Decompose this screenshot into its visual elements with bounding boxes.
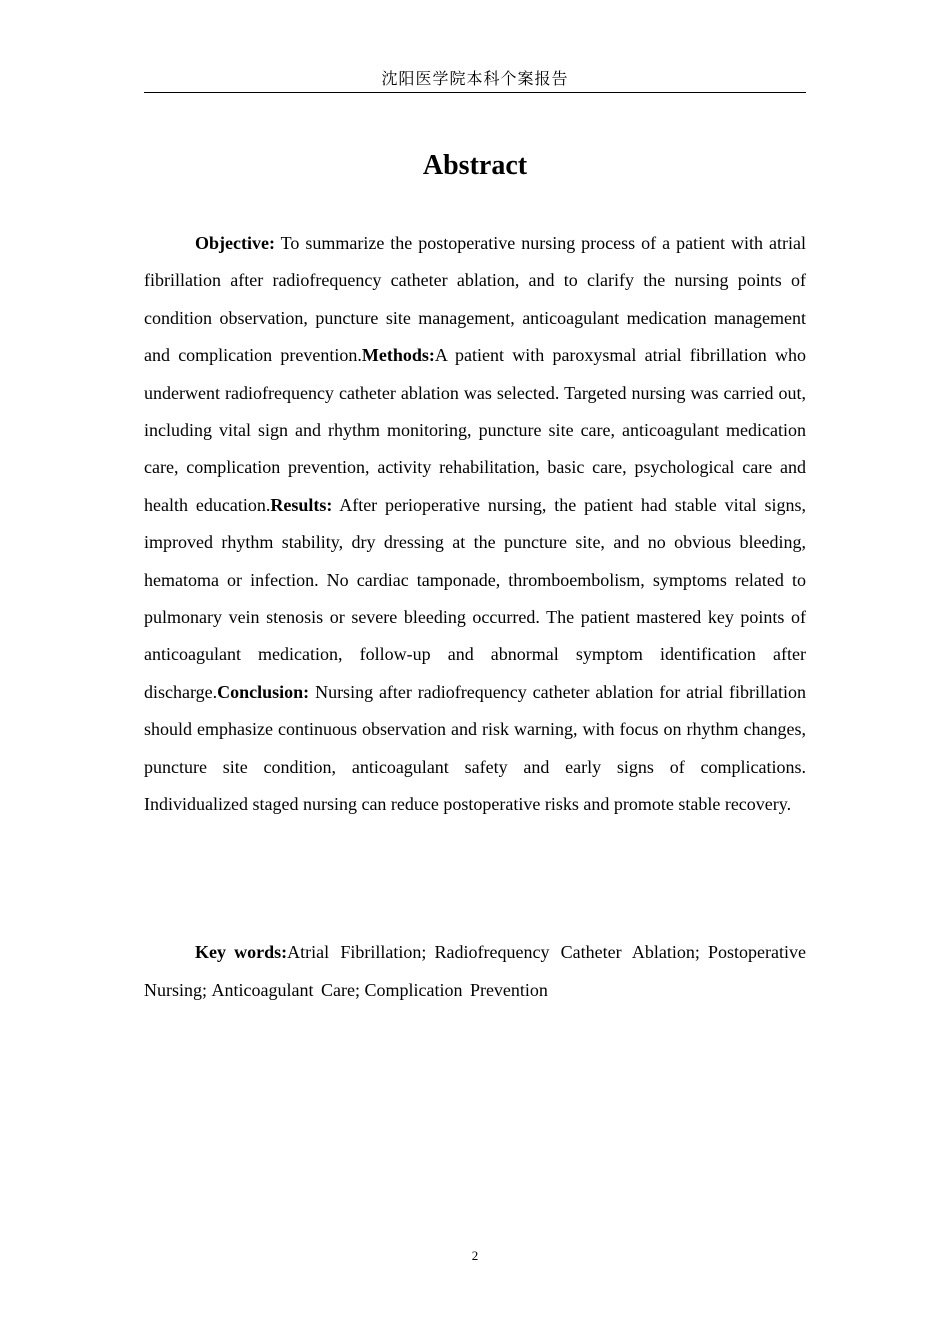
page-number: 2	[471, 1248, 479, 1263]
objective-label: Objective:	[195, 233, 275, 253]
results-label: Results:	[270, 494, 333, 515]
objective-text: To summarize the postoperative nursing process of a patient with atrial fibrillation after radiofrequency catheter ablation, and to clarify the nursing points of condition observation, puncture site management, anticoagulant medication management and complication prevention.	[144, 233, 806, 366]
keyword-item: Atrial Fibrillation;	[287, 942, 427, 962]
keyword-item: Postoperative Nursing;	[144, 942, 806, 1000]
abstract-heading: Abstract	[422, 150, 528, 181]
results-text: After perioperative nursing, the patient had stable vital signs, improved rhythm stability, dry dressing at the puncture site, and no obvious bleeding, hematoma or infection. No cardiac tamponade, thromboembolism, symptoms related to pulmonary vein stenosis or severe bleeding occurred. The patient mastered key points of anticoagulant medication, follow-up and abnormal symptom identification after discharge.	[144, 494, 807, 702]
keywords	[144, 933, 806, 1009]
conclusion-label: Conclusion:	[217, 681, 310, 702]
abstract-body	[144, 225, 806, 824]
keyword-item: Anticoagulant Care;	[211, 980, 360, 1000]
page-header	[144, 66, 806, 93]
methods-text: A patient with paroxysmal atrial fibrillation who underwent radiofrequency catheter ablation was selected. Targeted nursing was carried out, including vital sign and rhythm monitoring, puncture site care, anticoagulant medication care, complication prevention, activity rehabilitation, basic care, psychological care and health education.	[144, 345, 806, 515]
keyword-item: Radiofrequency Catheter Ablation;	[434, 942, 700, 962]
methods-label: Methods:	[361, 345, 435, 366]
keyword-item: Complication Prevention	[364, 980, 548, 1000]
conclusion-text: Nursing after radiofrequency catheter ablation for atrial fibrillation should emphasize continuous observation and risk warning, with focus on rhythm changes, puncture site condition, anticoagulant safety and early signs of complications. Individualized staged nursing can reduce postoperative risks and promote stable recovery.	[144, 681, 806, 815]
header-title: 沈阳医学院本科个案报告	[381, 69, 569, 88]
keywords-label: Key words:	[195, 942, 288, 962]
